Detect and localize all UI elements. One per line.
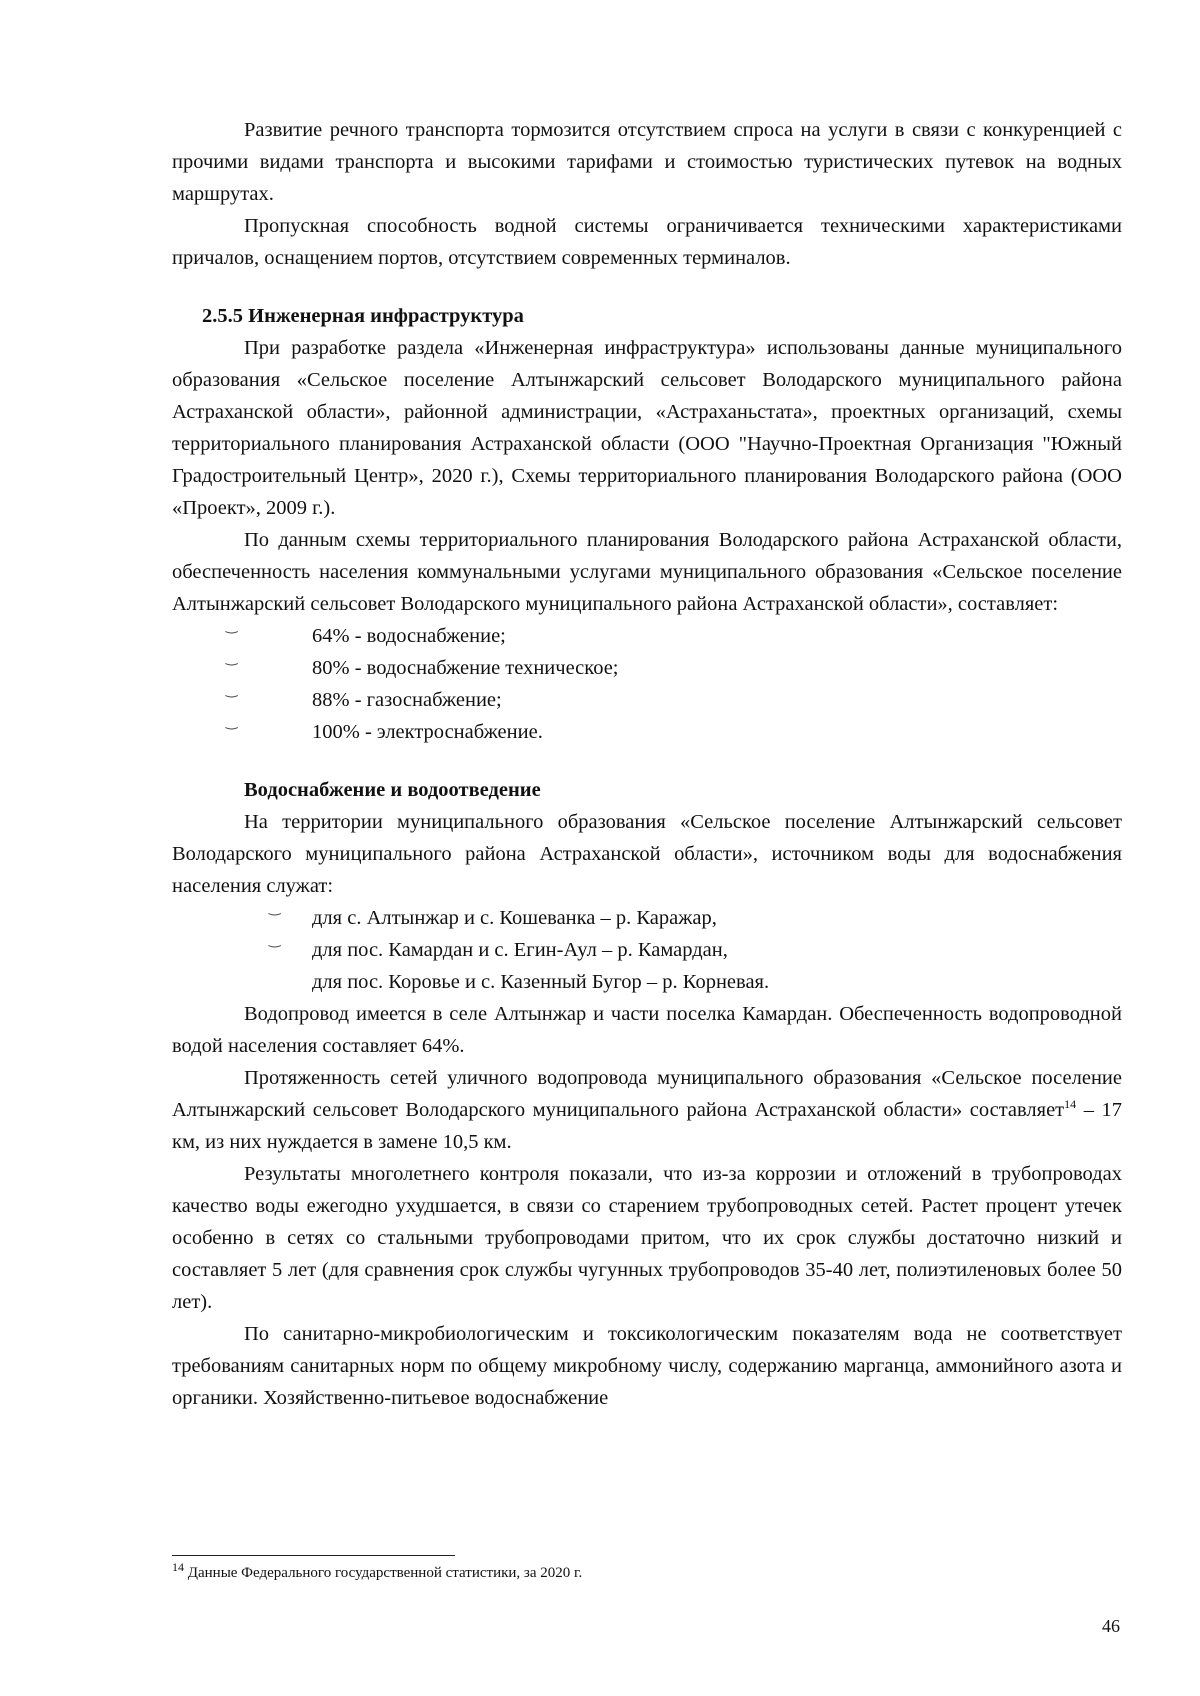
list-marker: ‿ <box>226 619 238 634</box>
list-marker: ‿ <box>226 683 238 698</box>
paragraph-water-quality: По санитарно-микробиологическим и токсикологическим показателям вода не соответствует требованиям санитарных норм по общему микробному числу, содержанию марганца, аммонийного азота и органики. Хозяйственно-питьевое водоснабжение <box>172 1323 1122 1409</box>
list-marker: ‿ <box>226 715 238 730</box>
list-item <box>172 934 1122 966</box>
list-item-text: 64% - водоснабжение; <box>312 625 506 647</box>
list-item <box>172 902 1122 934</box>
paragraph-sources-of-data: При разработке раздела «Инженерная инфраструктура» использованы данные муниципального образования «Сельское поселение Алтынжарский сельсовет Володарского муниципального района Астраханской области», районной администрации, «Астраханьстата», проектных организаций, схемы территориального планирования Астраханской области (ООО "Научно-Проектная Организация "Южный Градостроительный Центр», 2020 г.), Схемы территориального планирования Володарского района (ООО «Проект», 2009 г.). <box>172 337 1122 519</box>
page-number: 46 <box>1102 1616 1120 1636</box>
paragraph-water-intro: На территории муниципального образования «Сельское поселение Алтынжарский сельсовет Володарского муниципального района Астраханской области», источником воды для водоснабжения населения служат: <box>172 811 1122 897</box>
network-length-text: Протяженность сетей уличного водопровода муниципального образования «Сельское поселение Алтынжарский сельсовет Володарского муниципального района Астраханской области» составляет <box>172 1067 1122 1121</box>
list-item-text: 80% - водоснабжение техническое; <box>312 657 619 679</box>
list-item-text: 100% - электроснабжение. <box>312 721 543 743</box>
list-item-text: 88% - газоснабжение; <box>312 689 502 711</box>
list-marker: ‿ <box>269 933 281 948</box>
list-item <box>172 652 1122 684</box>
paragraph-river-transport: Развитие речного транспорта тормозится отсутствием спроса на услуги в связи с конкуренцией с прочими видами транспорта и высокими тарифами и стоимостью туристических путевок на водных маршрутах. <box>172 119 1122 205</box>
list-item-text: для пос. Камардан и с. Егин-Аул – р. Камардан, <box>312 939 728 961</box>
list-item <box>172 684 1122 716</box>
paragraph-services-coverage: По данным схемы территориального планирования Володарского района Астраханской области, обеспеченность населения коммунальными услугами муниципального образования «Сельское поселение Алтынжарский сельсовет Володарского муниципального района Астраханской области», составляет: <box>172 529 1122 615</box>
section-heading: 2.5.5 Инженерная инфраструктура <box>202 305 524 327</box>
subsection-heading: Водоснабжение и водоотведение <box>244 779 541 801</box>
services-list <box>172 620 1122 748</box>
paragraph-water-supply: Водопровод имеется в селе Алтынжар и части поселка Камардан. Обеспеченность водопроводной водой населения составляет 64%. <box>172 1003 1122 1057</box>
list-item <box>172 716 1122 748</box>
footnote-reference: 14 <box>1064 1097 1077 1112</box>
list-marker: ‿ <box>269 901 281 916</box>
water-sources-list <box>172 902 1122 998</box>
page-content <box>172 114 1122 1414</box>
list-item-text: для пос. Коровье и с. Казенный Бугор – р. Корневая. <box>312 971 770 993</box>
list-marker: ‿ <box>226 651 238 666</box>
paragraph-throughput: Пропускная способность водной системы ограничивается техническими характеристиками причалов, оснащением портов, отсутствием современных терминалов. <box>172 215 1122 269</box>
list-item <box>172 620 1122 652</box>
network-length-tail: – 17 км, из них нуждается в замене 10,5 км. <box>172 1099 1122 1153</box>
paragraph-network-length <box>172 1062 1122 1158</box>
footnote-text: Данные Федерального государственной статистики, за 2020 г. <box>184 1565 583 1581</box>
footnote <box>172 1560 1072 1583</box>
footnote-divider <box>172 1555 455 1556</box>
paragraph-pipe-condition: Результаты многолетнего контроля показали, что из-за коррозии и отложений в трубопроводах качество воды ежегодно ухудшается, в связи со старением трубопроводных сетей. Растет процент утечек особенно в сетях со стальными трубопроводами притом, что их срок службы достаточно низкий и составляет 5 лет (для сравнения срок службы чугунных трубопроводов 35-40 лет, полиэтиленовых более 50 лет). <box>172 1163 1122 1313</box>
footnote-mark: 14 <box>172 1560 184 1574</box>
list-item <box>172 966 1122 998</box>
list-item-text: для с. Алтынжар и с. Кошеванка – р. Каражар, <box>312 907 717 929</box>
